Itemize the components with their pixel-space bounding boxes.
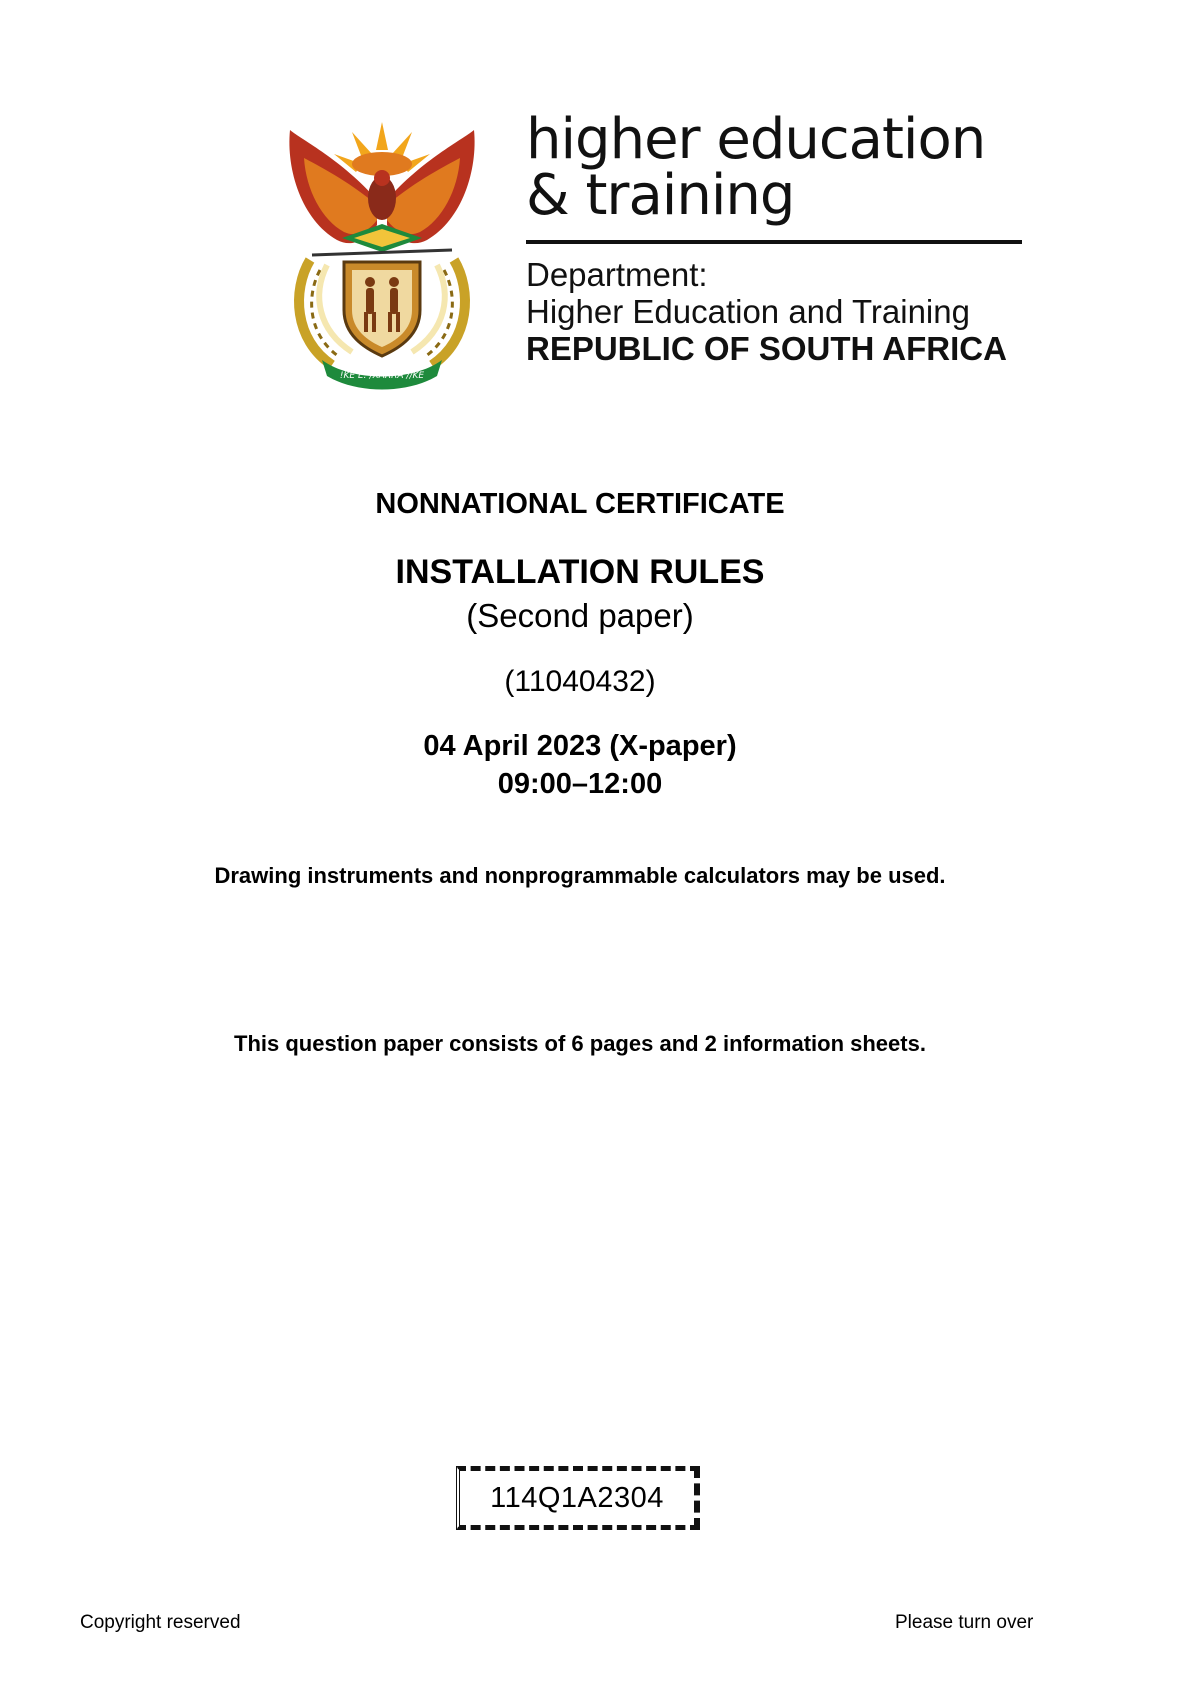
instructions: Drawing instruments and nonprogrammable calculators may be used.	[214, 863, 946, 888]
footer-copyright: Copyright reserved	[80, 1612, 241, 1633]
brand-line-1: higher education	[526, 107, 986, 172]
coat-of-arms-icon	[282, 120, 482, 390]
brand-line-2: & training	[526, 163, 795, 228]
motto-text: !KE E: /XARRA //KE	[339, 371, 425, 381]
footer-turn-over: Please turn over	[895, 1612, 1034, 1633]
page-count-info: This question paper consists of 6 pages and 2 information sheets.	[234, 1031, 926, 1056]
paper-label: (Second paper)	[466, 597, 694, 634]
paper-code-box	[456, 1466, 700, 1530]
country-name: REPUBLIC OF SOUTH AFRICA	[526, 330, 1007, 367]
subject-code: (11040432)	[504, 665, 656, 698]
paper-code: 114Q1A2304	[490, 1481, 664, 1514]
department-label: Department:	[526, 256, 708, 293]
rising-sun-icon	[334, 122, 430, 176]
exam-time: 09:00–12:00	[497, 768, 663, 800]
department-name: Higher Education and Training	[526, 293, 970, 330]
exam-date: 04 April 2023 (X-paper)	[423, 730, 737, 762]
certificate-title: NONNATIONAL CERTIFICATE	[375, 488, 785, 520]
brand-divider	[526, 240, 1022, 244]
header	[282, 107, 1022, 392]
subject-title: INSTALLATION RULES	[395, 553, 765, 591]
department-block	[526, 107, 1022, 367]
